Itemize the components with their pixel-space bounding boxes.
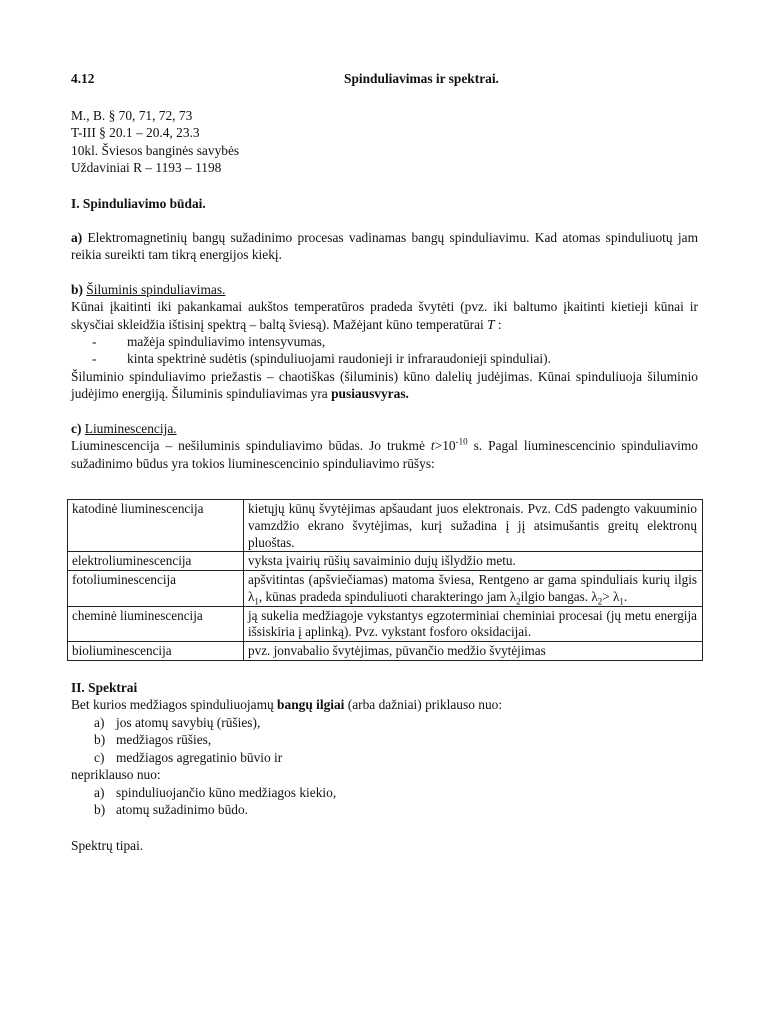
cell-text: > λ xyxy=(602,588,620,604)
list-text: spinduliuojančio kūno medžiagos kiekio, xyxy=(116,784,337,800)
page-title: Spinduliavimas ir spektrai. xyxy=(344,71,499,86)
paragraph-text: : xyxy=(494,316,502,332)
subscript: 2 xyxy=(516,596,521,607)
list-item xyxy=(71,784,698,801)
list-text: atomų sužadinimo būdo. xyxy=(116,801,249,817)
list-text: medžiagos rūšies, xyxy=(116,732,212,748)
not-depends-label: nepriklauso nuo: xyxy=(71,767,161,783)
table-row xyxy=(68,606,703,642)
dash-list xyxy=(71,333,698,368)
references-block xyxy=(71,107,698,177)
paragraph-b2 xyxy=(71,368,698,403)
list-marker: a) xyxy=(94,784,105,800)
list-item xyxy=(71,731,698,748)
paragraph-text: (arba dažniai) priklauso nuo: xyxy=(344,697,503,713)
not-depends-list xyxy=(71,784,698,819)
list-item: - mažėja spinduliavimo intensyvumas, xyxy=(71,333,698,350)
exponent: -10 xyxy=(455,436,468,447)
table-cell-desc: pvz. jonvabalio švytėjimas, pūvančio medžio švytėjimas xyxy=(244,642,703,661)
variable-symbol: t xyxy=(430,438,435,454)
table-cell-type: fotoliuminescencija xyxy=(68,571,244,607)
paragraph-text: Šiluminio spinduliavimo priežastis – chaotiškas (šiluminis) kūno dalelių judėjimas. Kūnai spinduliuoja šiluminio judėjimo energiją. Šiluminis spinduliavimas yra xyxy=(71,368,698,402)
section-heading-2: II. Spektrai xyxy=(71,680,138,696)
paragraph-text: Liuminescencija – nešiluminis spinduliavimo būdas. Jo trukmė xyxy=(71,438,431,454)
subscript: 1 xyxy=(619,596,624,607)
subscript: 1 xyxy=(254,596,259,607)
reference-line: 10kl. Šviesos banginės savybės xyxy=(71,142,240,158)
cell-text: . xyxy=(623,588,628,604)
spectra-types-heading: Spektrų tipai. xyxy=(71,838,144,854)
item-label: b) xyxy=(71,281,83,297)
table-cell-desc: ją sukelia medžiagoje vykstantys egzoterminiai cheminiai procesai (jų metu energija išsiskiria į aplinką). Pvz. vykstant fosforo oksidacijai. xyxy=(244,606,703,642)
table-cell-type: bioliuminescencija xyxy=(68,642,244,661)
list-text: jos atomų savybių (rūšies), xyxy=(116,714,261,730)
item-label: a) xyxy=(71,230,83,246)
section-number: 4.12 xyxy=(71,71,95,86)
list-item xyxy=(71,714,698,731)
paragraph-text: Elektromagnetinių bangų sužadinimo procesas vadinamas bangų spinduliavimu. Kad atomas spinduliuotų jam reikia sureikti tam tikrą energijos kiekį. xyxy=(71,230,698,263)
subscript: 2 xyxy=(597,596,603,607)
list-marker: c) xyxy=(94,749,105,765)
list-text: medžiagos agregatinio būvio ir xyxy=(116,749,283,765)
paragraph-text: Pagal liuminescencinio spinduliavimo sužadinimo būdus yra tokios liuminescencinio spinduliavimo rūšys: xyxy=(71,438,698,471)
paragraph-text: Kūnai įkaitinti iki pakankamai aukštos temperatūros pradeda švytėti (pvz. iki baltumo įkaitinti kietieji kūnai ir skysčiai skleidžia ištisinį spektrą – baltą šviesą). Mažėjant kūno temperatūrai xyxy=(71,299,698,332)
paragraph-b1 xyxy=(71,298,698,333)
paragraph-text: s. xyxy=(467,438,483,454)
table-cell-type: katodinė liuminescencija xyxy=(68,499,244,551)
table-row xyxy=(68,642,703,661)
subheading-c xyxy=(71,420,698,437)
table-cell-type: cheminė liuminescencija xyxy=(68,606,244,642)
section-heading-1: I. Spinduliavimo būdai. xyxy=(71,195,206,211)
luminescence-table xyxy=(67,499,703,661)
list-marker: b) xyxy=(94,732,106,748)
table-row xyxy=(68,499,703,551)
emphasis-text: bangų ilgiai xyxy=(277,697,345,713)
reference-line: M., B. § 70, 71, 72, 73 xyxy=(71,108,193,123)
reference-line: Uždaviniai R – 1193 – 1198 xyxy=(71,160,222,176)
table-cell-desc: kietųjų kūnų švytėjimas apšaudant juos elektronais. Pvz. CdS padengto vakuuminio vamzdžio ekrano švytėjimas, kurį sužadina į jį atsimušantis greitų elektronų pluoštas. xyxy=(244,499,703,551)
list-item xyxy=(71,801,698,818)
depends-list xyxy=(71,714,698,766)
paragraph-text: Bet kurios medžiagos spinduliuojamų xyxy=(71,697,278,713)
document-header xyxy=(71,70,698,88)
subheading-text: Šiluminis spinduliavimas. xyxy=(86,281,226,297)
variable-symbol: T xyxy=(487,316,495,332)
list-item: - kinta spektrinė sudėtis (spinduliuojami raudonieji ir infraraudonieji spinduliai). xyxy=(71,350,698,367)
list-marker: a) xyxy=(94,714,105,730)
item-label: c) xyxy=(71,420,82,436)
table-row xyxy=(68,552,703,571)
paragraph-c xyxy=(71,437,698,472)
table-cell-type: elektroliuminescencija xyxy=(68,552,244,571)
table-row xyxy=(68,571,703,607)
paragraph-a xyxy=(71,229,698,264)
table-cell-desc: vyksta įvairių rūšių savaiminio dujų išlydžio metu. xyxy=(244,552,703,571)
paragraph-intro xyxy=(71,696,698,713)
list-marker: b) xyxy=(94,801,106,817)
subheading-text: Liuminescencija. xyxy=(84,420,177,436)
emphasis-text: pusiausvyras. xyxy=(331,386,409,402)
subheading-b xyxy=(71,281,698,298)
reference-line: T-III § 20.1 – 20.4, 23.3 xyxy=(71,125,200,141)
cell-text: apšvitintas (apšviečiamas) matoma šviesa, Rentgeno ar gama spinduliais kurių ilgis λ xyxy=(248,572,697,604)
list-item xyxy=(71,749,698,766)
paragraph-text: >10 xyxy=(434,438,456,454)
table-cell-desc xyxy=(244,571,703,607)
cell-text: , kūnas pradeda spinduliuoti charakteringo jam λ xyxy=(258,588,517,604)
cell-text: ilgio bangas. λ xyxy=(520,588,598,604)
